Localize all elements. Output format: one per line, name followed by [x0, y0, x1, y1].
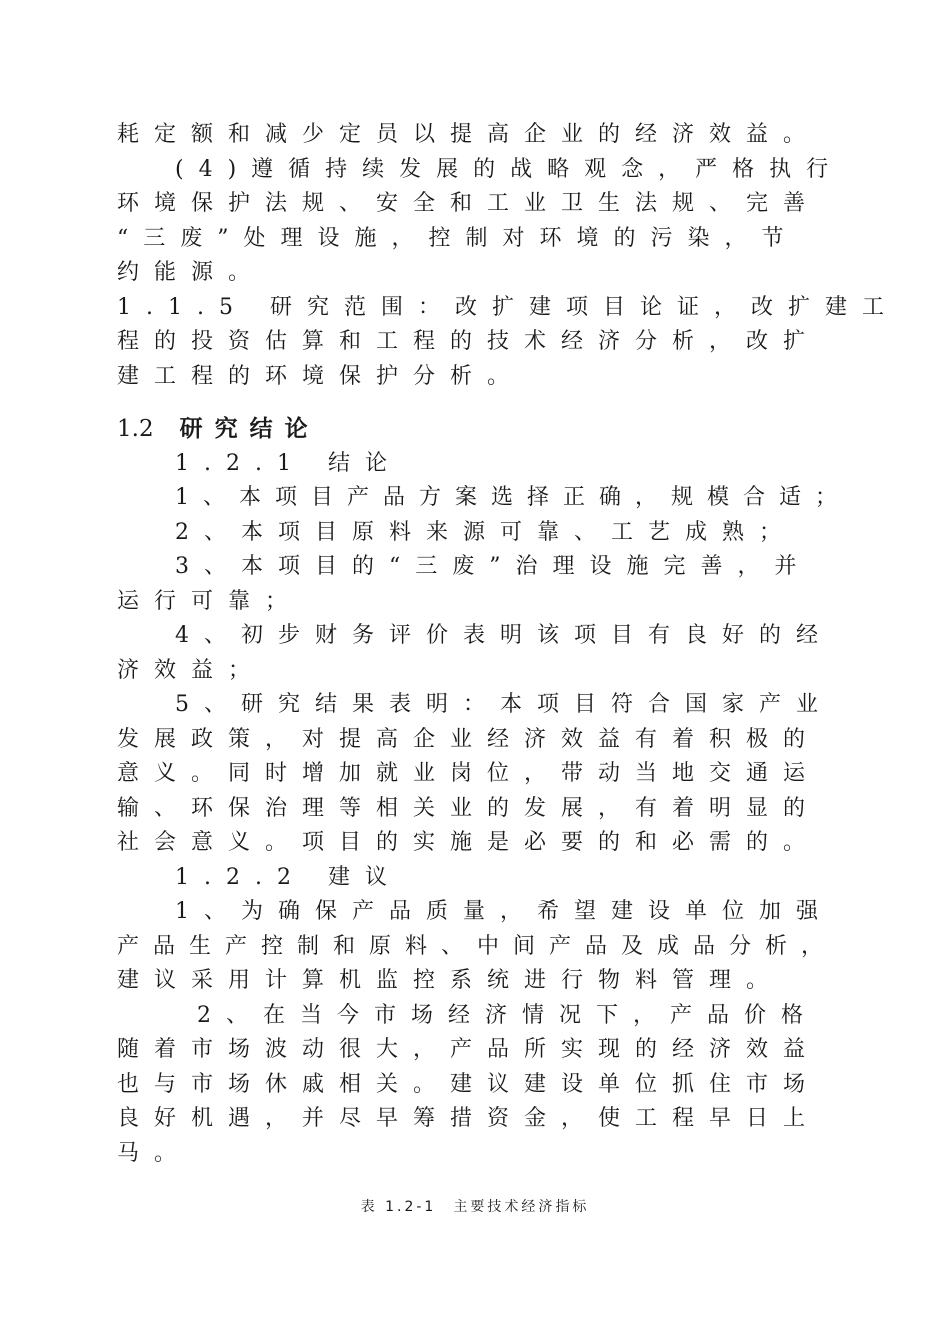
- paragraph-line: 随着市场波动很大，产品所实现的经济效益: [117, 1037, 821, 1062]
- paragraph-line: 1.1.5 研究范围：改扩建项目论证，改扩建工: [117, 294, 899, 320]
- paragraph-line: (4)遵循持续发展的战略观念，严格执行: [175, 156, 844, 182]
- paragraph-line: 意义。同时增加就业岗位，带动当地交通运: [117, 761, 821, 786]
- table-caption: 表 1.2-1 主要技术经济指标: [360, 1199, 590, 1215]
- subsection-heading: 1.2.2 建议: [175, 864, 402, 890]
- paragraph-line: 也与市场休戚相关。建议建设单位抓住市场: [117, 1071, 821, 1097]
- section-number: 1.2: [117, 416, 154, 442]
- paragraph-line: 良好机遇，并尽早筹措资金，使工程早日上: [117, 1106, 821, 1131]
- section-heading: [117, 412, 832, 447]
- list-item: 4、初步财务评价表明该项目有良好的经: [175, 623, 833, 648]
- list-item: 1、为确保产品质量，希望建设单位加强: [175, 899, 833, 924]
- list-item: 5、研究结果表明：本项目符合国家产业: [175, 692, 833, 717]
- paragraph-line: 输、环保治理等相关业的发展，有着明显的: [117, 795, 821, 821]
- section-title: 研究结论: [179, 415, 320, 442]
- paragraph-line: 约能源。: [117, 260, 266, 285]
- subsection-heading: 1.2.1 结论: [175, 450, 402, 476]
- list-item: 1、本项目产品方案选择正确，规模合适；: [175, 485, 851, 510]
- list-item: 2、在当今市场经济情况下，产品价格: [197, 1002, 818, 1028]
- paragraph-line: “三废”处理设施，控制对环境的污染，节: [117, 225, 799, 251]
- paragraph-line: 济效益；: [117, 657, 266, 683]
- paragraph-line: 产品生产控制和原料、中间产品及成品分析，: [117, 933, 838, 959]
- paragraph-line: 建工程的环境保护分析。: [117, 363, 525, 389]
- paragraph-line: 环境保护法规、安全和工业卫生法规、完善: [117, 191, 821, 216]
- list-item: 2、本项目原料来源可靠、工艺成熟；: [175, 519, 796, 545]
- paragraph-line: 建议采用计算机监控系统进行物料管理。: [117, 968, 784, 993]
- paragraph-line: 发展政策，对提高企业经济效益有着积极的: [117, 726, 821, 752]
- paragraph-line: 耗定额和减少定员以提高企业的经济效益。: [117, 122, 821, 147]
- paragraph-line: 马。: [117, 1140, 192, 1166]
- document-body: [117, 118, 899, 1171]
- list-item: 3、本项目的“三废”治理设施完善，并: [175, 554, 812, 579]
- paragraph-line: 社会意义。项目的实施是必要的和必需的。: [117, 830, 821, 855]
- paragraph-line: 运行可靠；: [117, 588, 303, 614]
- paragraph-line: 程的投资估算和工程的技术经济分析，改扩: [117, 329, 821, 354]
